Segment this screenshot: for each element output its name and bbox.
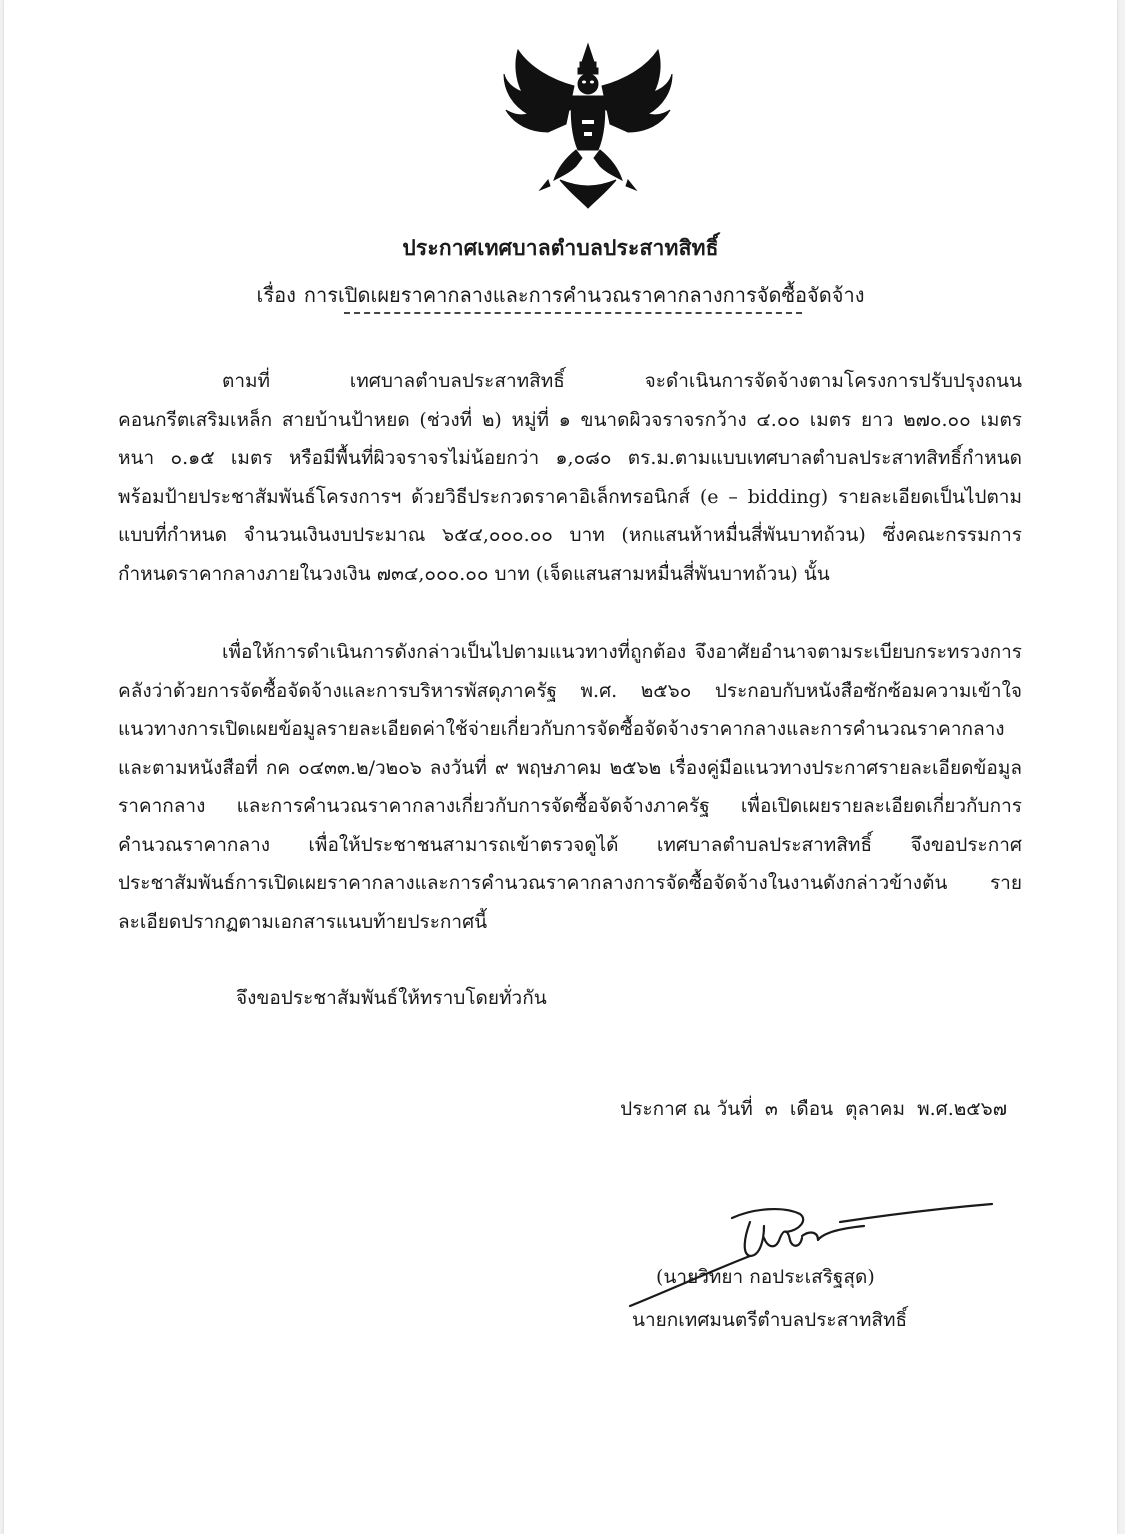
announcement-page bbox=[4, 0, 1117, 1534]
garuda-emblem bbox=[500, 40, 676, 212]
handwritten-signature bbox=[604, 1178, 1004, 1318]
closing-line: จึงขอประชาสัมพันธ์ให้ทราบโดยทั่วกัน bbox=[236, 987, 547, 1009]
announcement-date bbox=[614, 1094, 1007, 1124]
body-paragraph-1: ตามที่ เทศบาลตำบลประสาทสิทธิ์ จะดำเนินการจัดจ้างตามโครงการปรับปรุงถนนคอนกรีตเสริมเหล็ก สายบ้านป้าหยด (ช่วงที่ ๒) หมู่ที่ ๑ ขนาดผิวจราจรกว้าง ๔.๐๐ เมตร ยาว ๒๗๐.๐๐ เมตร หนา ๐.๑๕ เมตร หรือมีพื้นที่ผิวจราจรไม่น้อยกว่า ๑,๐๘๐ ตร.ม.ตามแบบเทศบาลตำบลประสาทสิทธิ์กำหนด พร้อมป้ายประชาสัมพันธ์โครงการฯ ด้วยวิธีประกวดราคาอิเล็กทรอนิกส์ (e – bidding) รายละเอียดเป็นไปตามแบบที่กำหนด จำนวนเงินงบประมาณ ๖๕๔,๐๐๐.๐๐ บาท (หกแสนห้าหมื่นสี่พันบาทถ้วน) ซึ่งคณะกรรมการกำหนดราคากลางภายในวงเงิน ๗๓๔,๐๐๐.๐๐ บาท (เจ็ดแสนสามหมื่นสี่พันบาทถ้วน) นั้น bbox=[118, 370, 1022, 585]
body-paragraph-2: เพื่อให้การดำเนินการดังกล่าวเป็นไปตามแนวทางที่ถูกต้อง จึงอาศัยอำนาจตามระเบียบกระทรวงการคลังว่าด้วยการจัดซื้อจัดจ้างและการบริหารพัสดุภาครัฐ พ.ศ. ๒๕๖๐ ประกอบกับหนังสือซักซ้อมความเข้าใจแนวทางการเปิดเผยข้อมูลรายละเอียดค่าใช้จ่ายเกี่ยวกับการจัดซื้อจัดจ้างราคากลางและการคำนวณราคากลาง และตามหนังสือที่ กค ๐๔๓๓.๒/ว๒๐๖ ลงวันที่ ๙ พฤษภาคม ๒๕๖๒ เรื่องคู่มือแนวทางประกาศรายละเอียดข้อมูลราคากลาง และการคำนวณราคากลางเกี่ยวกับการจัดซื้อจัดจ้างภาครัฐ เพื่อเปิดเผยรายละเอียดเกี่ยวกับการคำนวณราคากลาง เพื่อให้ประชาชนสามารถเข้าตรวจดูได้ เทศบาลตำบลประสาทสิทธิ์ จึงขอประกาศประชาสัมพันธ์การเปิดเผยราคากลางและการคำนวณราคากลางการจัดซื้อจัดจ้างในงานดังกล่าวข้างต้น รายละเอียดปรากฏตามเอกสารแนบท้ายประกาศนี้ bbox=[118, 641, 1022, 933]
date-prefix: ประกาศ ณ วันที่ bbox=[620, 1098, 753, 1120]
title-divider bbox=[344, 312, 802, 314]
subject-label: เรื่อง bbox=[256, 283, 296, 307]
date-day: ๓ bbox=[764, 1098, 778, 1120]
date-month: ตุลาคม bbox=[845, 1098, 906, 1120]
subject-text: การเปิดเผยราคากลางและการคำนวณราคากลางการจัดซื้อจัดจ้าง bbox=[303, 283, 865, 307]
signer-name: (นายวิทยา กอประเสริฐสุด) bbox=[656, 1266, 875, 1288]
date-month-label: เดือน bbox=[789, 1098, 834, 1120]
date-year: พ.ศ.๒๕๖๗ bbox=[917, 1098, 1007, 1120]
document-title: ประกาศเทศบาลตำบลประสาทสิทธิ์ bbox=[402, 235, 719, 260]
signer-position: นายกเทศมนตรีตำบลประสาทสิทธิ์ bbox=[632, 1309, 908, 1331]
document-subject bbox=[4, 279, 1117, 311]
